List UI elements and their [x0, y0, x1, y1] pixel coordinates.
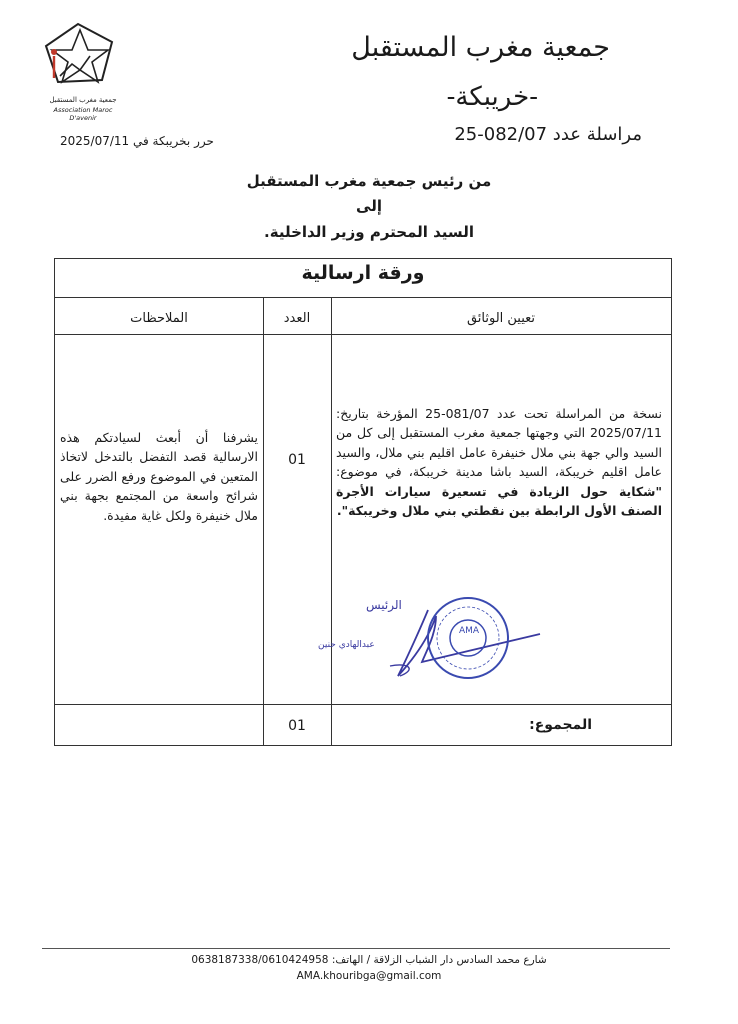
table-divider — [55, 704, 671, 705]
logo-text-arabic: جمعية مغرب المستقبل — [49, 96, 117, 104]
table-title: ورقة ارسالية — [301, 262, 425, 284]
place-and-date: حرر بخريبكة في 2025/07/11 — [60, 134, 214, 148]
column-divider — [331, 297, 332, 745]
column-header-count: العدد — [283, 311, 311, 326]
table-divider — [55, 297, 671, 298]
total-count: 01 — [288, 718, 306, 734]
organization-name: جمعية مغرب المستقبل — [351, 32, 610, 63]
footer-email: AMA.khouribga@gmail.com — [296, 970, 442, 982]
column-header-notes: الملاحظات — [130, 311, 188, 326]
documents-subject: "شكاية حول الزيادة في تسعيرة سيارات الأجرة الصنف الأول الرابطة بين نقطتي بني ملال وخريبكة". — [336, 483, 662, 518]
correspondence-reference: مراسلة عدد 082/07-25 — [454, 124, 642, 145]
notes-text: يشرفنا أن أبعث لسيادتكم هذه الارسالية قصد التفضل بالتدخل لاتخاذ المتعين في الموضوع ورفع الضرر على شرائح واسعة من المجتمع بجهة بني ملال خنيفرة ولكل غاية مفيدة. — [60, 430, 258, 523]
total-label: المجموع: — [529, 717, 592, 733]
table-divider — [55, 334, 671, 335]
footer-divider — [42, 948, 670, 949]
organization-city: -خريبكة- — [446, 82, 538, 112]
sender-line: من رئيس جمعية مغرب المستقبل — [246, 172, 492, 190]
column-divider — [263, 297, 264, 745]
star-shape-logo-icon — [42, 20, 118, 90]
stamp-center-text: AMA — [458, 626, 480, 636]
signature-title: الرئيس — [366, 598, 402, 612]
documents-text: نسخة من المراسلة تحت عدد 081/07-25 المؤرخة بتاريخ: 2025/07/11 التي وجهتها جمعية مغرب المستقبل إلى كل من السيد والي جهة بني ملال خنيفرة عامل اقليم بني ملال، والسيد عامل اقليم خريبكة، السيد باشا مدينة خريبكة، في موضوع: — [336, 406, 662, 480]
documents-description — [336, 404, 662, 520]
column-header-documents: تعيين الوثائق — [466, 311, 536, 326]
footer-address: شارع محمد السادس دار الشباب الزلاقة / الهاتف: 0638187338/0610424958 — [191, 954, 547, 966]
to-line: إلى — [356, 197, 382, 215]
logo-text-french: Association Maroc D'avenir — [53, 106, 113, 122]
signature-name: عبدالهادي حنين — [318, 640, 375, 650]
association-stamp-icon — [424, 594, 512, 682]
recipient-line: السيد المحترم وزير الداخلية. — [264, 223, 474, 241]
documents-count: 01 — [288, 452, 306, 468]
